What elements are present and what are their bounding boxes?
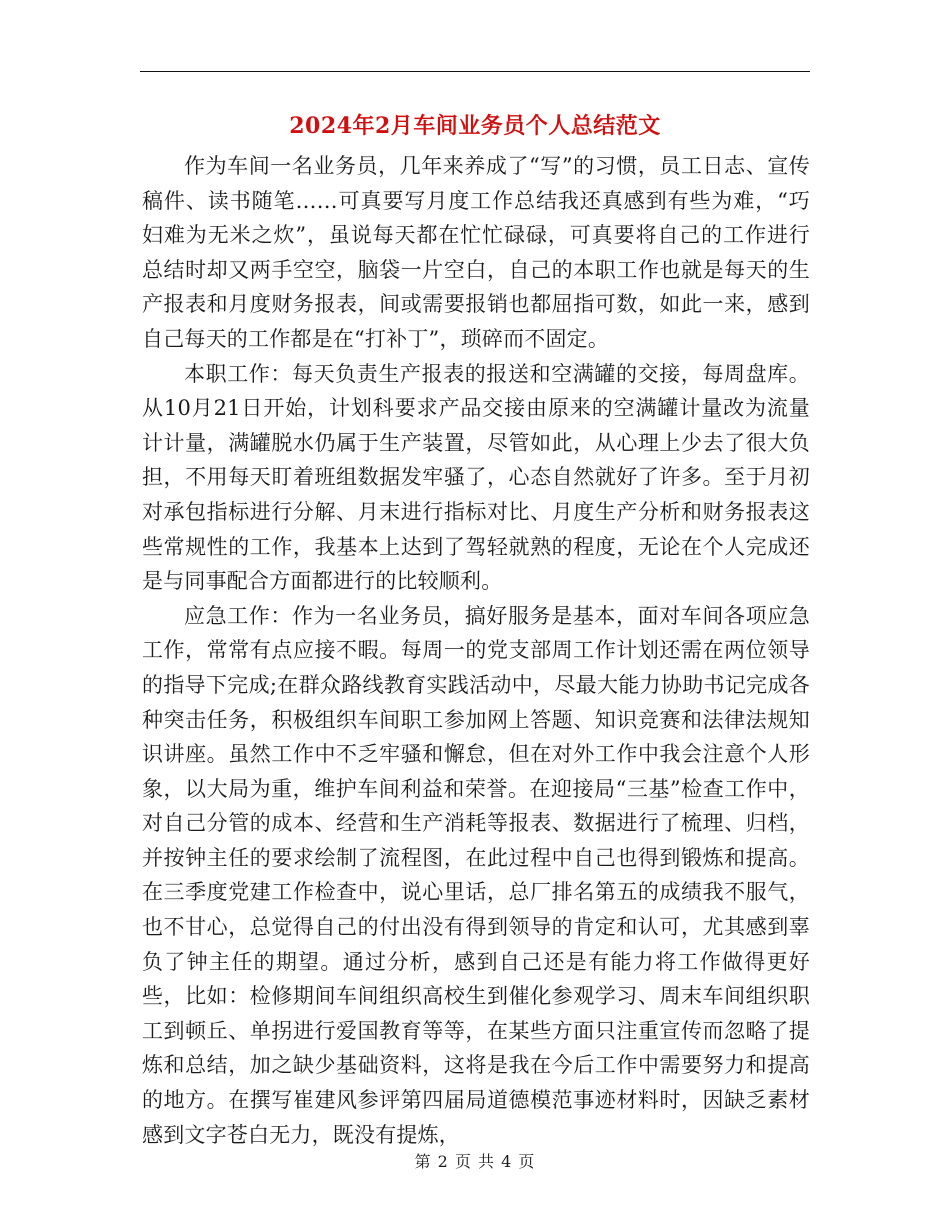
document-body <box>142 149 810 1152</box>
page-footer: 第 2 页 共 4 页 <box>414 1152 536 1171</box>
paragraph-intro: 作为车间一名业务员，几年来养成了“写”的习惯，员工日志、宣传稿件、读书随笔……可真要写月度工作总结我还真感到有些为难，“巧妇难为无米之炊”，虽说每天都在忙忙碌碌，可真要将自己的工作进行总结时却又两手空空，脑袋一片空白，自己的本职工作也就是每天的生产报表和月度财务报表，间或需要报销也都屈指可数，如此一来，感到自己每天的工作都是在“打补丁”，琐碎而不固定。 <box>142 154 810 351</box>
header-rule <box>140 71 810 72</box>
paragraph-core-duties: 本职工作：每天负责生产报表的报送和空满罐的交接，每周盘库。从10月21日开始，计划科要求产品交接由原来的空满罐计量改为流量计计量，满罐脱水仍属于生产装置，尽管如此，从心理上少去了很大负担，不用每天盯着班组数据发牢骚了，心态自然就好了许多。至于月初对承包指标进行分解、月末进行指标对比、月度生产分析和财务报表这些常规性的工作，我基本上达到了驾轻就熟的程度，无论在个人完成还是与同事配合方面都进行的比较顺利。 <box>142 361 810 594</box>
paragraph-emergency-work: 应急工作：作为一名业务员，搞好服务是基本，面对车间各项应急工作，常常有点应接不暇。每周一的党支部周工作计划还需在两位领导的指导下完成;在群众路线教育实践活动中，尽最大能力协助书记完成各种突击任务，积极组织车间职工参加网上答题、知识竞赛和法律法规知识讲座。虽然工作中不乏牢骚和懈怠，但在对外工作中我会注意个人形象，以大局为重，维护车间利益和荣誉。在迎接局“三基”检查工作中，对自己分管的成本、经营和生产消耗等报表、数据进行了梳理、归档，并按钟主任的要求绘制了流程图，在此过程中自己也得到锻炼和提高。在三季度党建工作检查中，说心里话，总厂排名第五的成绩我不服气，也不甘心，总觉得自己的付出没有得到领导的肯定和认可，尤其感到辜负了钟主任的期望。通过分析，感到自己还是有能力将工作做得更好些，比如：检修期间车间组织高校生到催化参观学习、周末车间组织职工到顿丘、单拐进行爱国教育等等，在某些方面只注重宣传而忽略了提炼和总结，加之缺少基础资料，这将是我在今后工作中需要努力和提高的地方。在撰写崔建风参评第四届局道德模范事迹材料时，因缺乏素材感到文字苍白无力，既没有提炼， <box>142 603 810 1147</box>
document-title: 2024年2月车间业务员个人总结范文 <box>289 113 661 139</box>
